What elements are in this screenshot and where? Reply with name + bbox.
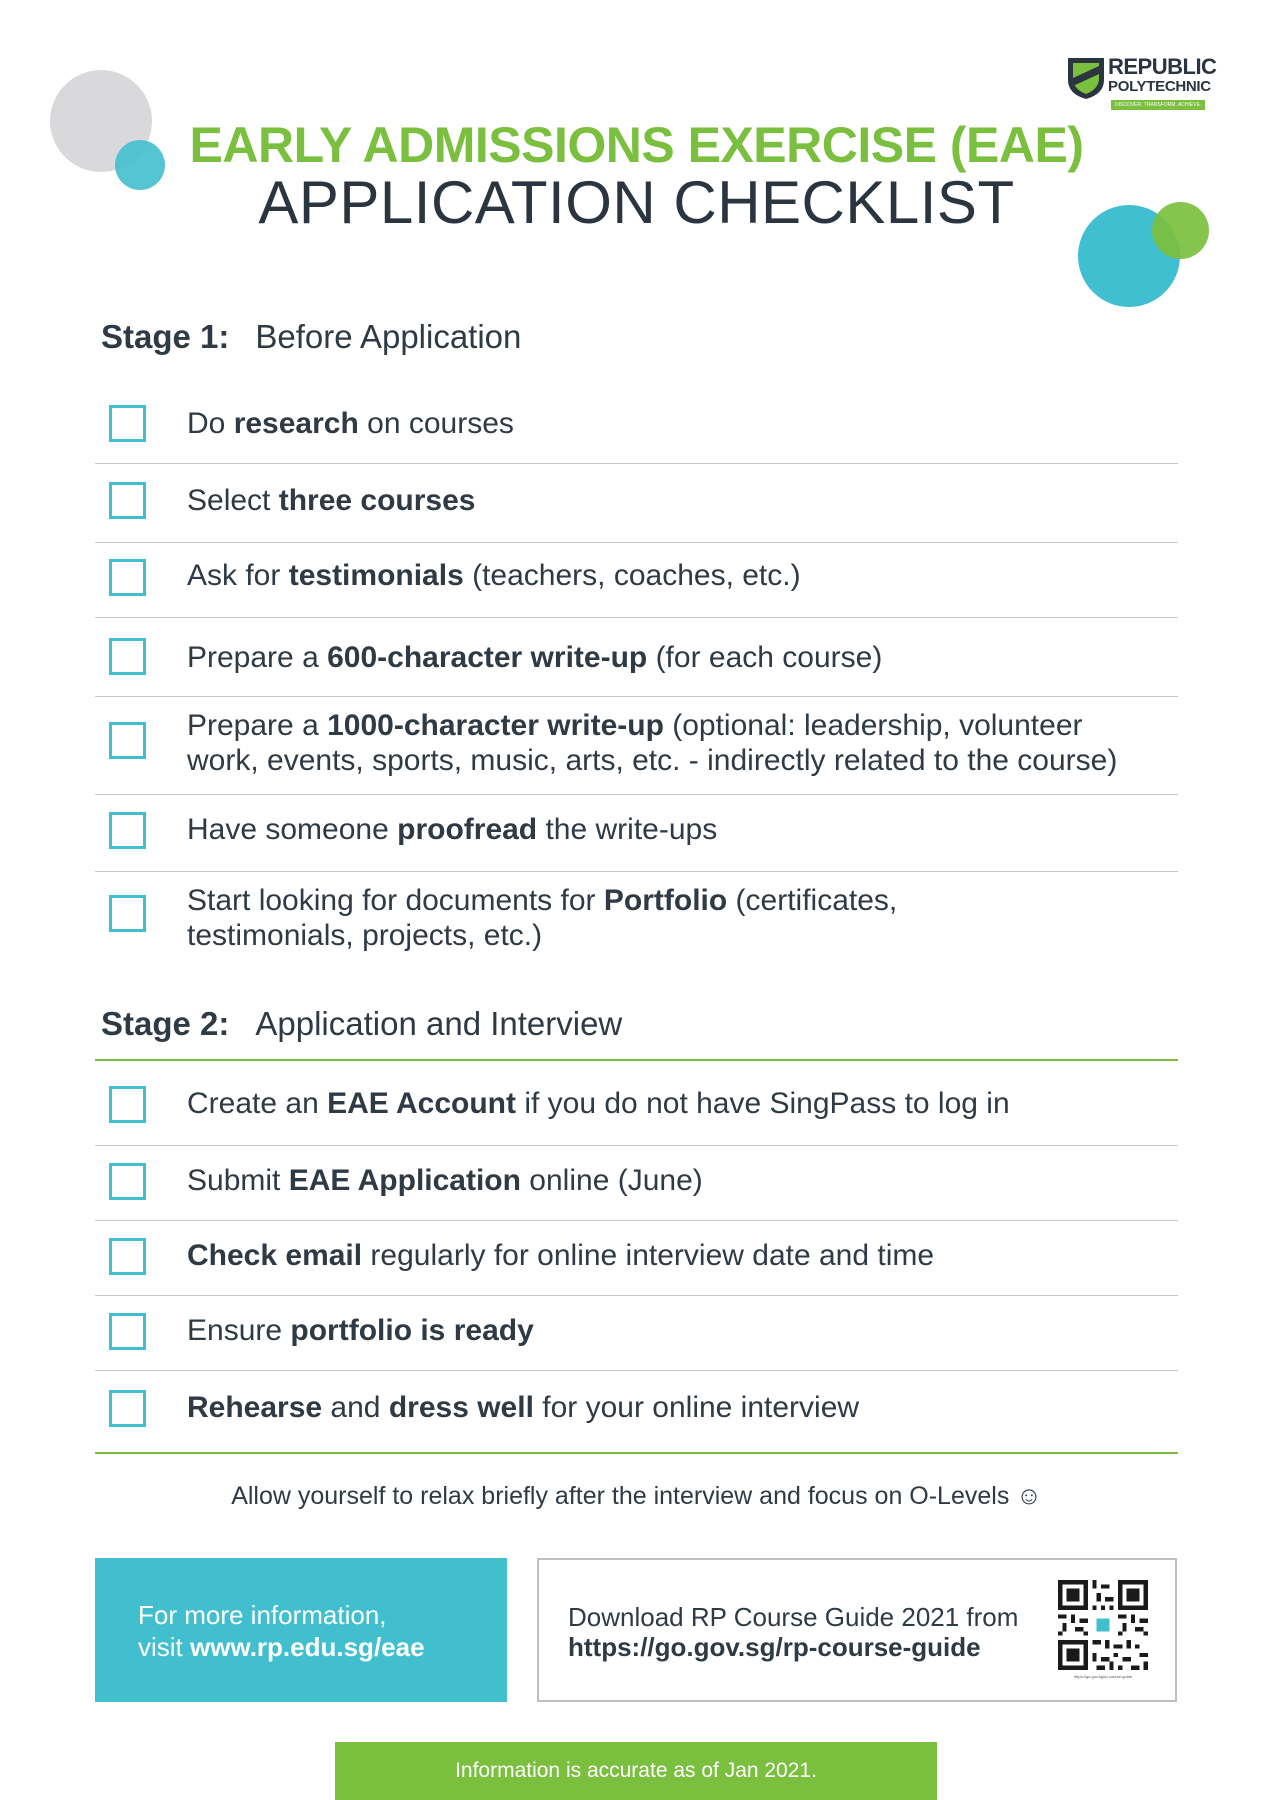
checkbox[interactable] <box>109 722 146 759</box>
checkbox[interactable] <box>109 1313 146 1350</box>
checkbox[interactable] <box>109 638 146 675</box>
checklist-item <box>95 464 1178 543</box>
course-guide-box <box>537 1558 1177 1702</box>
stage1-heading <box>101 318 521 356</box>
stage2-bottom-divider <box>95 1452 1178 1454</box>
checkbox[interactable] <box>109 1086 146 1123</box>
checklist-item <box>95 1296 1178 1371</box>
more-info-box <box>95 1558 507 1702</box>
item-text: Do research on courses <box>187 407 514 440</box>
checklist-item <box>95 1146 1178 1221</box>
shield-logo-icon <box>1066 56 1106 100</box>
logo-tagline: DISCOVER. TRANSFORM. ACHIEVE. <box>1111 100 1205 110</box>
item-text: Check email regularly for online interview date and time <box>187 1239 935 1272</box>
page-title-line1: EARLY ADMISSIONS EXERCISE (EAE) <box>189 117 1084 173</box>
checklist-item <box>95 1371 1178 1453</box>
accuracy-footer: Information is accurate as of Jan 2021. <box>335 1742 937 1800</box>
checklist-item <box>95 543 1178 618</box>
item-text: Create an EAE Account if you do not have SingPass to log in <box>187 1087 1010 1120</box>
checklist-item <box>95 618 1178 697</box>
checkbox[interactable] <box>109 1163 146 1200</box>
checklist-item <box>95 1062 1178 1146</box>
item-text: Prepare a 1000-character write-up (optional: leadership, volunteer work, events, sports, music, arts, etc. - indirectly related to the course) <box>187 709 1118 777</box>
page-title-line2: APPLICATION CHECKLIST <box>258 169 1015 236</box>
stage2-divider <box>95 1059 1178 1061</box>
item-text: Prepare a 600-character write-up (for each course) <box>187 641 883 674</box>
checklist-item <box>95 388 1178 464</box>
item-text: Ask for testimonials (teachers, coaches, etc.) <box>187 559 801 592</box>
stage1-title: Before Application <box>255 318 522 355</box>
checkbox[interactable] <box>109 405 146 442</box>
info-line2: visit www.rp.edu.sg/eae <box>138 1632 425 1662</box>
qr-caption: https://go.gov.sg/rp-course-guide <box>1073 1674 1133 1679</box>
checkbox[interactable] <box>109 482 146 519</box>
checklist-item <box>95 795 1178 872</box>
stage1-label: Stage 1: <box>101 318 230 355</box>
item-text: Submit EAE Application online (June) <box>187 1164 703 1197</box>
item-text: Start looking for documents for Portfolio (certificates, testimonials, projects, etc.) <box>187 884 898 952</box>
download-line1: Download RP Course Guide 2021 from <box>568 1602 1019 1632</box>
stage2-heading <box>101 1005 622 1043</box>
info-line1: For more information, <box>138 1600 387 1630</box>
republic-polytechnic-logo <box>1066 52 1218 112</box>
eae-link[interactable]: www.rp.edu.sg/eae <box>190 1632 425 1662</box>
stage2-label: Stage 2: <box>101 1005 230 1042</box>
checklist-item <box>95 697 1178 795</box>
item-text: Rehearse and dress well for your online interview <box>187 1391 860 1424</box>
checkbox[interactable] <box>109 1238 146 1275</box>
checklist-item <box>95 872 1178 968</box>
item-text: Select three courses <box>187 484 476 517</box>
checklist-item <box>95 1221 1178 1296</box>
checkbox[interactable] <box>109 559 146 596</box>
checkbox[interactable] <box>109 1390 146 1427</box>
course-guide-link[interactable]: https://go.gov.sg/rp-course-guide <box>568 1632 981 1662</box>
stage2-title: Application and Interview <box>255 1005 623 1042</box>
item-text: Have someone proofread the write-ups <box>187 813 718 846</box>
item-text: Ensure portfolio is ready <box>187 1314 534 1347</box>
logo-name-line1: REPUBLIC <box>1108 54 1217 79</box>
checkbox[interactable] <box>109 895 146 932</box>
relax-note: Allow yourself to relax briefly after the interview and focus on O-Levels ☺ <box>231 1482 1042 1510</box>
checkbox[interactable] <box>109 812 146 849</box>
qr-code-icon[interactable] <box>1058 1580 1148 1670</box>
logo-name-line2: POLYTECHNIC <box>1108 78 1211 95</box>
